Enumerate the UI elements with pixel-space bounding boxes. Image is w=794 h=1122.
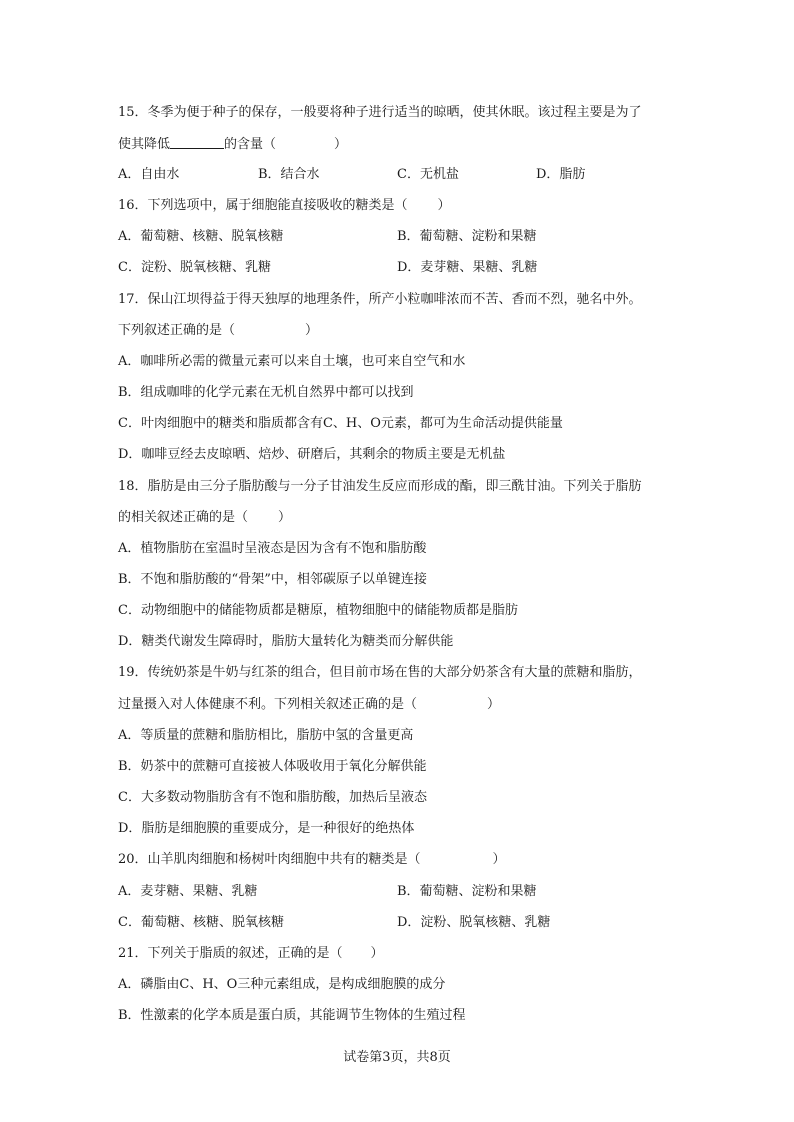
answer-blank[interactable] [170,136,224,149]
question-20-options-row-1 [118,884,734,900]
question-17-stem-line-1: 17．保山江坝得益于得天独厚的地理条件，所产小粒咖啡浓而不苦、香而不烈，驰名中外。 [118,292,642,307]
option-a[interactable]: A．葡萄糖、核糖、脱氧核糖 [118,229,284,244]
question-18-option-c[interactable]: C．动物细胞中的储能物质都是糖原，植物细胞中的储能物质都是脂肪 [118,603,518,618]
stem-text: 16．下列选项中，属于细胞能直接吸收的糖类是（ [118,198,408,213]
stem-text: 的含量（ [224,137,277,152]
option-b[interactable]: B．葡萄糖、淀粉和果糖 [397,229,537,244]
option-a[interactable]: A．麦芽糖、果糖、乳糖 [118,884,258,899]
question-16-options-row-2 [118,260,734,276]
question-19-option-b[interactable]: B．奶茶中的蔗糖可直接被人体吸收用于氧化分解供能 [118,759,427,774]
question-19-option-d[interactable]: D．脂肪是细胞膜的重要成分，是一种很好的绝热体 [118,821,415,836]
question-18-option-b[interactable]: B．不饱和脂肪酸的“骨架”中，相邻碳原子以单键连接 [118,572,427,587]
question-17-option-d[interactable]: D．咖啡豆经去皮晾晒、焙炒、研磨后，其剩余的物质主要是无机盐 [118,447,506,462]
stem-text: 过量摄入对人体健康不利。下列相关叙述正确的是（ [118,697,418,712]
question-15-stem-line-2 [118,136,347,153]
question-19-option-a[interactable]: A．等质量的蔗糖和脂肪相比，脂肪中氢的含量更高 [118,728,414,743]
option-d[interactable]: D．脂肪 [536,167,586,182]
option-b[interactable]: B．结合水 [258,167,320,182]
stem-text: 下列叙述正确的是（ [118,323,236,338]
question-18-stem-line-2 [118,510,291,526]
question-17-option-a[interactable]: A．咖啡所必需的微量元素可以来自土壤，也可来自空气和水 [118,354,466,369]
stem-text: ） [487,697,501,712]
option-a[interactable]: A．自由水 [118,167,180,182]
question-20-stem-line-1 [118,852,506,868]
option-d[interactable]: D．麦芽糖、果糖、乳糖 [397,260,538,275]
stem-text: ） [278,510,292,525]
stem-text: 使其降低 [118,137,171,152]
question-18-option-d[interactable]: D．糖类代谢发生障碍时，脂肪大量转化为糖类而分解供能 [118,634,454,649]
question-15-options [118,167,734,183]
option-d[interactable]: D．淀粉、脱氧核糖、乳糖 [397,915,551,930]
question-16-stem-line-1 [118,198,451,214]
stem-text: ） [370,946,384,961]
question-19-stem-line-1: 19．传统奶茶是牛奶与红茶的组合，但目前市场在售的大部分奶茶含有大量的蔗糖和脂肪， [118,665,642,680]
stem-text: 21．下列关于脂质的叙述，正确的是（ [118,946,343,961]
option-b[interactable]: B．葡萄糖、淀粉和果糖 [397,884,537,899]
question-17-option-c[interactable]: C．叶肉细胞中的糖类和脂质都含有C、H、O元素，都可为生命活动提供能量 [118,416,563,431]
question-15-stem-line-1: 15．冬季为便于种子的保存，一般要将种子进行适当的晾晒，使其休眠。该过程主要是为了 [118,105,642,120]
question-21-stem-line-1 [118,946,384,962]
question-20-options-row-2 [118,915,734,931]
option-c[interactable]: C．无机盐 [397,167,459,182]
stem-text: ） [305,323,319,338]
question-17-stem-line-2 [118,323,318,339]
option-c[interactable]: C．葡萄糖、核糖、脱氧核糖 [118,915,284,930]
stem-text: ） [492,852,506,867]
question-16-options-row-1 [118,229,734,245]
stem-text: 20．山羊肌肉细胞和杨树叶肉细胞中共有的糖类是（ [118,852,421,867]
question-21-option-b[interactable]: B．性激素的化学本质是蛋白质，其能调节生物体的生殖过程 [118,1008,466,1023]
stem-text: ） [437,198,451,213]
stem-text: 的相关叙述正确的是（ [118,510,249,525]
option-c[interactable]: C．淀粉、脱氧核糖、乳糖 [118,260,271,275]
question-18-stem-line-1: 18．脂肪是由三分子脂肪酸与一分子甘油发生反应而形成的酯，即三酰甘油。下列关于脂肪 [118,479,642,494]
question-19-stem-line-2 [118,697,500,713]
question-21-option-a[interactable]: A．磷脂由C、H、O三种元素组成，是构成细胞膜的成分 [118,977,446,992]
question-19-option-c[interactable]: C．大多数动物脂肪含有不饱和脂肪酸，加热后呈液态 [118,790,427,805]
stem-text: ） [334,137,348,152]
question-17-option-b[interactable]: B．组成咖啡的化学元素在无机自然界中都可以找到 [118,385,414,400]
page-footer: 试卷第3页，共8页 [343,1050,451,1065]
question-18-option-a[interactable]: A．植物脂肪在室温时呈液态是因为含有不饱和脂肪酸 [118,541,427,556]
